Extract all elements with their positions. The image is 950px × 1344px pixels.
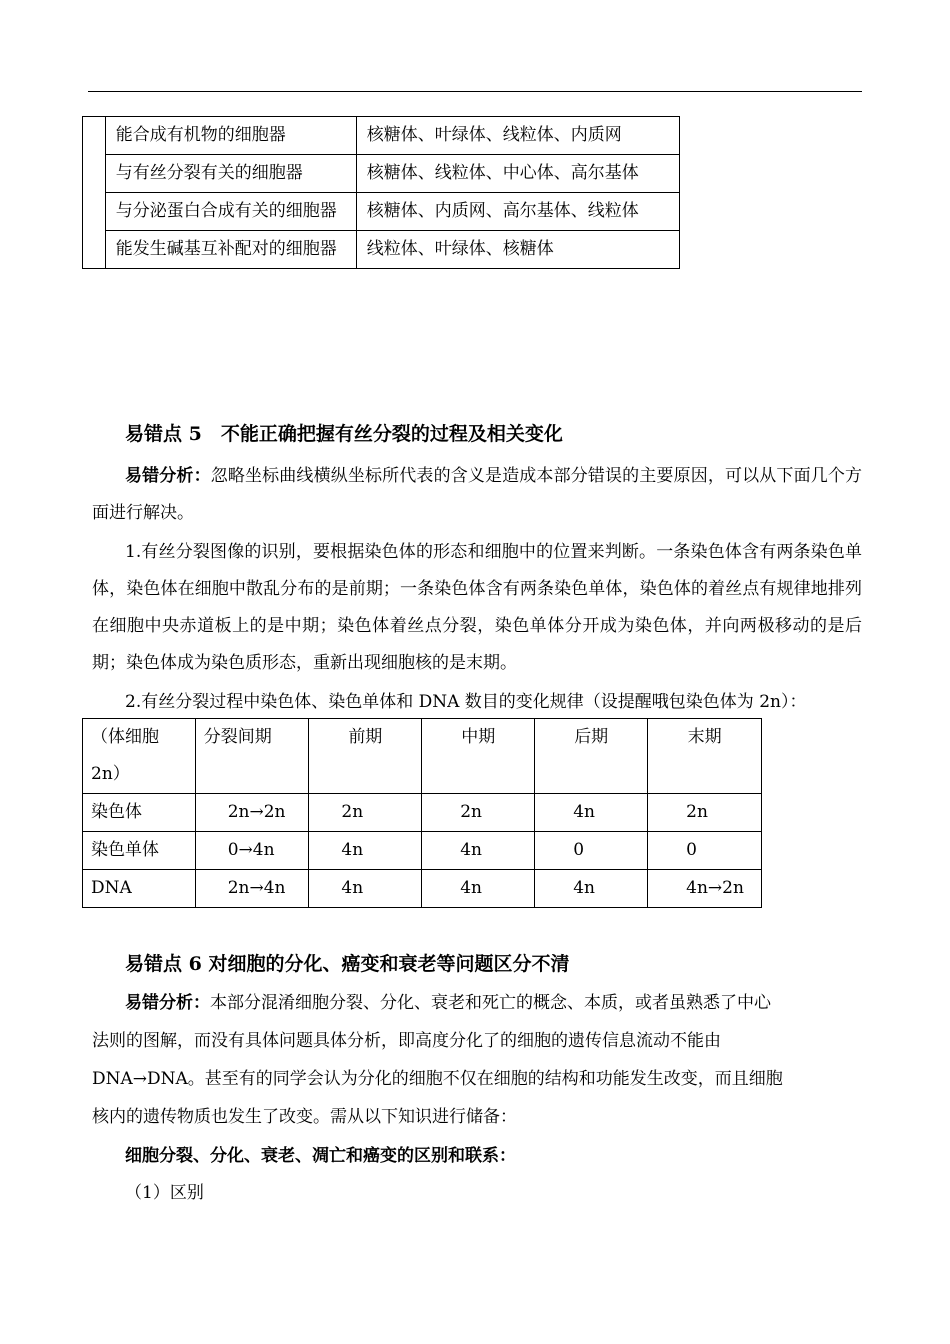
header-cell: 后期 [535,719,648,794]
table-cell: 4n [309,832,422,870]
analysis-label: 易错分析： [125,993,210,1013]
table-header-row [83,719,762,794]
header-cell: 分裂间期 [195,719,309,794]
section6-analysis-line4: 核内的遗传物质也发生了改变。需从以下知识进行储备： [92,1107,517,1127]
table-cell: 核糖体、内质网、高尔基体、线粒体 [356,193,679,231]
section6-analysis-line3: DNA→DNA。甚至有的同学会认为分化的细胞不仅在细胞的结构和功能发生改变，而且细胞 [92,1069,783,1089]
table-cell: 与分泌蛋白合成有关的细胞器 [105,193,356,231]
table-row [83,117,680,155]
table-row [83,231,680,269]
header-cell: （体细胞2n） [83,719,196,794]
table-cell: 2n [309,794,422,832]
header-rule [88,91,862,92]
table-cell: 2n [422,794,535,832]
table-cell: 4n [535,794,648,832]
section6-analysis-line1 [125,988,771,1013]
section5-title: 易错点 5 不能正确把握有丝分裂的过程及相关变化 [125,423,563,445]
table-cell: 2n→2n [195,794,309,832]
header-cell: 末期 [648,719,762,794]
table-cell: 与有丝分裂有关的细胞器 [105,155,356,193]
section6-subheading: 细胞分裂、分化、衰老、凋亡和癌变的区别和联系： [125,1146,516,1166]
section6-item1: （1）区别 [125,1183,204,1203]
section6-title: 易错点 6 对细胞的分化、癌变和衰老等问题区分不清 [125,953,570,975]
row-label: DNA [83,870,196,908]
table-cell: 4n [309,870,422,908]
table-cell: 2n→4n [195,870,309,908]
table-row [83,155,680,193]
table-cell: 0→4n [195,832,309,870]
table-row [83,832,762,870]
analysis-label: 易错分析： [125,466,211,486]
merged-stub-cell [83,117,106,269]
section5-point2: 2.有丝分裂过程中染色体、染色单体和 DNA 数目的变化规律（设提醒哦包染色体为 2n）： [125,692,807,712]
table-row [83,794,762,832]
section6-analysis-line2: 法则的图解，而没有具体问题具体分析，即高度分化了的细胞的遗传信息流动不能由 [92,1031,721,1051]
section5-point1: 1.有丝分裂图像的识别，要根据染色体的形态和细胞中的位置来判断。一条染色体含有两条染色单体，染色体在细胞中散乱分布的是前期；一条染色体含有两条染色单体，染色体的着丝点有规律地排列在细胞中央赤道板上的是中期；染色体着丝点分裂，染色单体分开成为染色体，并向两极移动的是后期；染色体成为染色质形态，重新出现细胞核的是末期。 [92,542,862,673]
table-cell: 能发生碱基互补配对的细胞器 [105,231,356,269]
row-label: 染色单体 [83,832,196,870]
analysis-text: 忽略坐标曲线横纵坐标所代表的含义是造成本部分错误的主要原因，可以从下面几个方面进行解决。 [92,466,863,523]
analysis-text: 本部分混淆细胞分裂、分化、衰老和死亡的概念、本质，或者虽熟悉了中心 [210,993,771,1013]
header-cell: 中期 [422,719,535,794]
header-cell: 前期 [309,719,422,794]
organelle-table [82,116,680,269]
table-cell: 核糖体、线粒体、中心体、高尔基体 [356,155,679,193]
table-cell: 能合成有机物的细胞器 [105,117,356,155]
table-cell: 0 [535,832,648,870]
table-cell: 核糖体、叶绿体、线粒体、内质网 [356,117,679,155]
table-cell: 线粒体、叶绿体、核糖体 [356,231,679,269]
table-cell: 4n [535,870,648,908]
table-cell: 0 [648,832,762,870]
table-cell: 2n [648,794,762,832]
section5-analysis [92,458,862,532]
table-row [83,193,680,231]
mitosis-table [82,718,762,908]
table-row [83,870,762,908]
row-label: 染色体 [83,794,196,832]
table-cell: 4n [422,870,535,908]
table-cell: 4n [422,832,535,870]
table-cell: 4n→2n [648,870,762,908]
